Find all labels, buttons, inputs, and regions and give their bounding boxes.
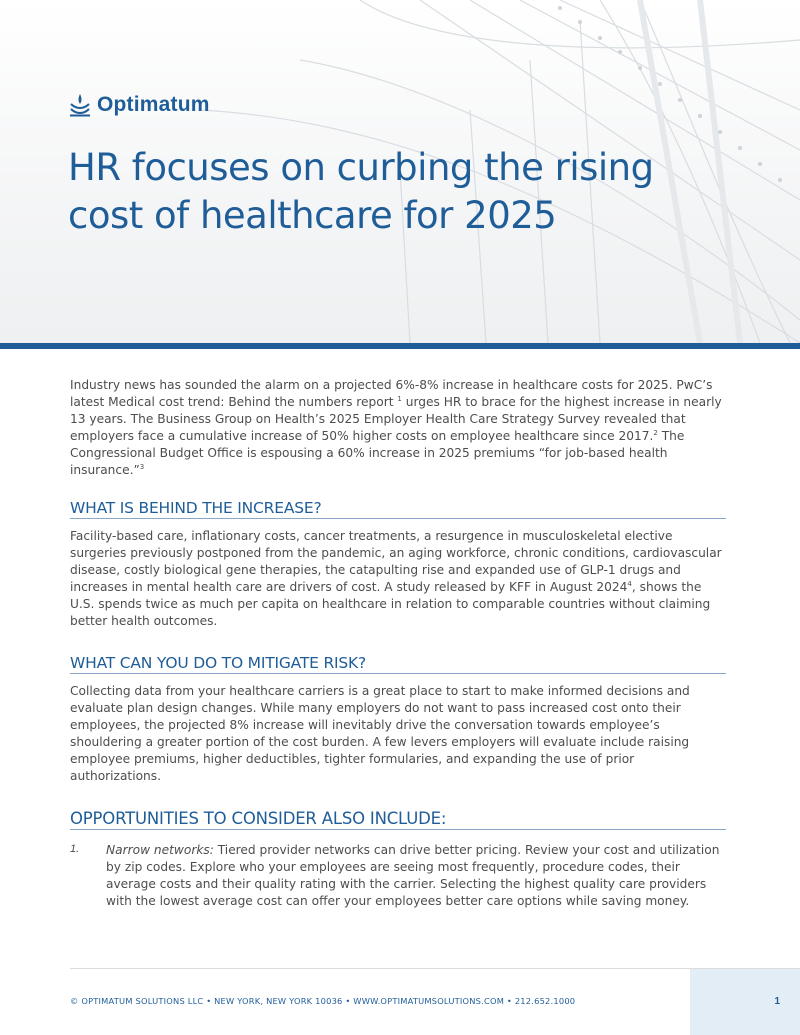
intro-text-3: The Congressional Budget Office is espousing a 60% increase in 2025 premiums “for job-based health insurance.”: [70, 429, 685, 477]
list-item-text: [106, 842, 726, 910]
footnote-ref-4: 4: [627, 580, 632, 588]
footnote-ref-3: 3: [139, 463, 145, 471]
intro-text-2: urges HR to brace for the highest increase in nearly 13 years. The Business Group on Health’s 2025 Employer Health Care Strategy Survey revealed that employers face a cumulative increase of 50% higher costs on employee healthcare since 2017.: [70, 395, 722, 443]
page-title-line-1: HR focuses on curbing the rising: [68, 146, 654, 189]
increase-text-1: Facility-based care, inflationary costs, cancer treatments, a resurgence in musculoskeletal elective surgeries previously postponed from the pandemic, an aging workforce, chronic conditions, cardiovascular disease, costly biological gene therapies, the catapulting rise and expanded use of GLP-1 drugs and increases in mental health care are drivers of cost. A study released by KFF in August 2024: [70, 529, 722, 594]
list-item-lead: Narrow networks:: [106, 843, 214, 857]
optimatum-logo-icon: [69, 93, 91, 117]
footnote-ref-2: 2: [653, 429, 658, 437]
hero-divider-bar: [0, 343, 800, 349]
intro-text-1: Industry news has sounded the alarm on a projected 6%-8% increase in healthcare costs for 2025. PwC’s latest Medical cost trend: Behind the numbers report: [70, 378, 713, 409]
section-paragraph-mitigate: Collecting data from your healthcare carriers is a great place to start to make informed decisions and evaluate plan design changes. While many employers do not want to pass increased cost onto their employees, the projected 8% increase will inevitably drive the conversation towards employee’s shouldering a greater portion of the cost burden. A few levers employers will evaluate include raising employee premiums, higher deductibles, tighter formularies, and expanding the use of prior authorizations.: [70, 684, 690, 783]
section-heading-mitigate: WHAT CAN YOU DO TO MITIGATE RISK?: [70, 654, 726, 674]
brand-logo: [69, 92, 210, 118]
list-item-number: 1.: [70, 843, 80, 855]
brand-name: Optimatum: [97, 93, 210, 116]
article-content: [70, 377, 726, 910]
page-number: 1: [774, 996, 780, 1007]
footer-contact: © OPTIMATUM SOLUTIONS LLC • NEW YORK, NEW YORK 10036 • WWW.OPTIMATUMSOLUTIONS.COM • 212.652.1000: [70, 996, 576, 1006]
list-item: [70, 842, 726, 910]
section-paragraph-increase: [70, 528, 726, 630]
page-number-box: [690, 969, 800, 1035]
footnote-ref-1: 1: [397, 395, 402, 403]
intro-paragraph: [70, 377, 726, 479]
section-heading-increase: WHAT IS BEHIND THE INCREASE?: [70, 499, 726, 519]
list-item-body: Tiered provider networks can drive better pricing. Review your cost and utilization by zip codes. Explore who your employees are seeing most frequently, procedure codes, their average costs and their quality rating with the carrier. Selecting the highest quality care providers with the lowest average cost can offer your employees better care options while saving money.: [106, 843, 720, 908]
section-heading-opportunities: OPPORTUNITIES TO CONSIDER ALSO INCLUDE:: [70, 809, 726, 830]
increase-text-2: , shows the U.S. spends twice as much per capita on healthcare in relation to comparable countries without claiming better health outcomes.: [70, 580, 711, 628]
page-title-line-2: cost of healthcare for 2025: [68, 194, 557, 237]
page-title: [68, 144, 748, 240]
